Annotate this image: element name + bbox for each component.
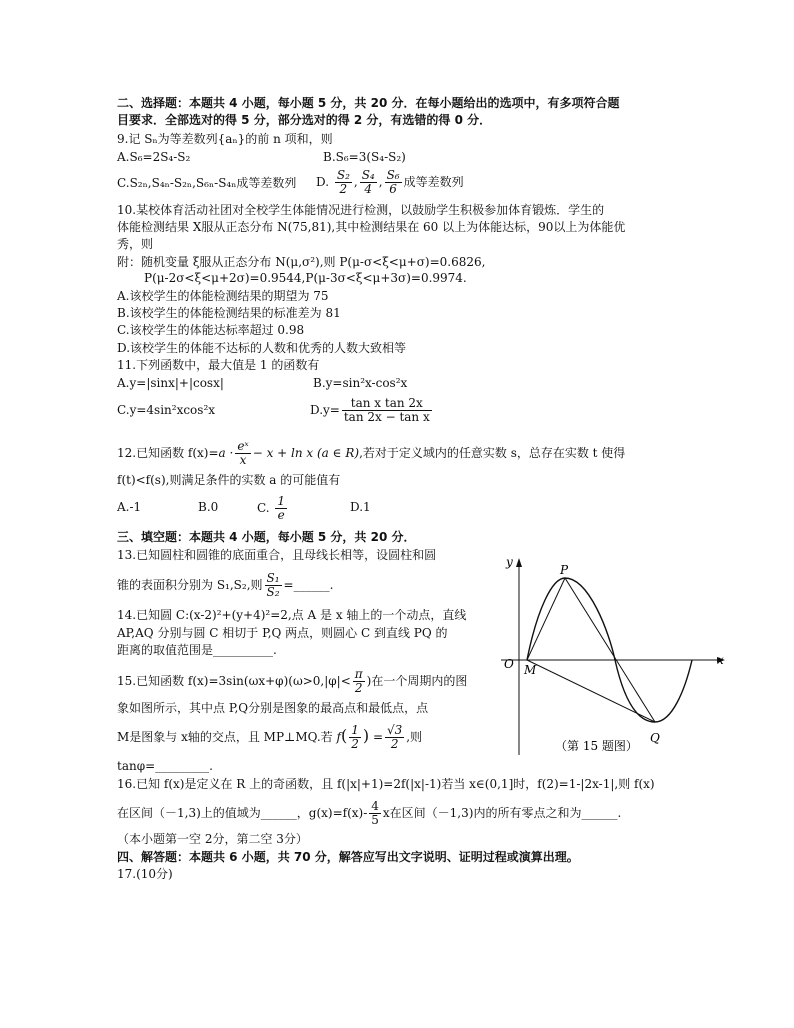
- q11-d-num: tan x tan 2x: [342, 397, 432, 411]
- q9-d-f2-den: 4: [364, 182, 373, 196]
- section-3-heading: 三、填空题：本题共 4 小题，每小题 5 分，共 20 分．: [117, 530, 416, 544]
- q10-option-d: D.该校学生的体能不达标的人数和优秀的人数大致相等: [117, 341, 407, 355]
- y-axis-arrow-icon: [516, 558, 522, 567]
- q15-val-den: 2: [390, 737, 399, 751]
- q15-arg-fraction: [349, 724, 361, 751]
- point-m-label: M: [524, 663, 537, 677]
- q15-arg-num: 1: [351, 723, 359, 737]
- q9-d-f3-num: S₆: [386, 168, 400, 182]
- q16-line-2: [117, 794, 621, 832]
- q13-frac-den: S₂: [266, 585, 280, 599]
- q15-line-3: M是图象与 x轴的交点，且 MP⊥MQ.若 f( $\frac{1}{2}$ ) = $\frac{√3}{2}$ ,则: [117, 723, 423, 751]
- q15-prefix: 15.已知函数 f(x)=3sin(ωx+φ)(ω>0,|φ|<: [117, 674, 351, 688]
- q12-a-symbol: a ·: [218, 446, 234, 460]
- q13-line-1: 13.已知圆柱和圆锥的底面重合，且母线长相等，设圆柱和圆: [117, 548, 437, 562]
- q9-d-fraction-2: [360, 169, 377, 196]
- y-axis-label: y: [506, 555, 513, 569]
- figure-caption: （第 15 题图）: [555, 739, 638, 753]
- q12-option-c-prefix: C.: [257, 501, 270, 515]
- q9-option-d: D. $\frac{\text{S₂}}{2}$ , $\frac{\text{S₄}}{4}$ , $\frac{\text{S₆}}{6}$ 成等差数列: [316, 168, 464, 196]
- q12-rest: − x + ln x (a ∈ R): [252, 446, 360, 460]
- q10-note-1: 附：随机变量 ξ服从正态分布 N(μ,σ²),则 P(μ-σ<ξ<μ+σ)=0.6826,: [117, 255, 486, 269]
- q15-line-4: tanφ=_________.: [117, 759, 213, 773]
- q12-line-2: f(t)<f(s),则满足条件的实数 a 的可能值有: [117, 473, 341, 487]
- q9-d-f2-num: S₄: [361, 168, 375, 182]
- q12-line-1: [117, 435, 625, 471]
- q13-line-2: [117, 566, 333, 604]
- q11-option-d-prefix: D.y=: [310, 403, 340, 417]
- q9-option-d-prefix: D.: [316, 175, 330, 189]
- q12-option-b: B.0: [198, 500, 219, 514]
- q12-frac-num: eˣ: [237, 439, 249, 453]
- q16-line-3: （本小题第一空 2分，第二空 3分）: [117, 832, 308, 846]
- q13-line-2-suffix: =______.: [283, 578, 334, 592]
- q11-option-a: A.y=|sinx|+|cosx|: [117, 376, 224, 390]
- q12-c-den: e: [277, 508, 285, 522]
- q9-d-fraction-3: [385, 169, 402, 196]
- section-2-heading-line-1: 二、选择题：本题共 4 小题，每小题 5 分，共 20 分．在每小题给出的选项中，有多项符合题: [117, 96, 620, 110]
- q16-fraction: [369, 800, 381, 827]
- q11-option-c: C.y=4sin²xcos²x: [117, 403, 216, 417]
- segment-mp: [527, 578, 565, 660]
- q12-fraction: [235, 440, 250, 467]
- q9-option-c: C.S₂ₙ,S₄ₙ-S₂ₙ,S₆ₙ-S₄ₙ成等差数列: [117, 176, 297, 190]
- q9-option-b: B.S₆=3(S₄-S₂): [323, 150, 406, 164]
- q12-option-d: D.1: [350, 500, 371, 514]
- point-q-label: Q: [650, 731, 660, 745]
- q17-line-1: 17.(10分): [117, 867, 173, 881]
- q10-line-3: 秀，则: [117, 237, 154, 251]
- q15-val-num: √3: [387, 723, 403, 737]
- q11-d-den: tan 2x − tan x: [343, 410, 430, 424]
- q9-d-f3-den: 6: [389, 182, 397, 196]
- q14-line-2: AP,AQ 分别与圆 C 相切于 P,Q 两点，则圆心 C 到直线 PQ 的: [117, 626, 448, 640]
- q16-frac-den: 5: [371, 813, 379, 827]
- q10-option-b: B.该校学生的体能检测结果的标准差为 81: [117, 306, 341, 320]
- q9-option-a: A.S₆=2S₄-S₂: [117, 150, 191, 164]
- q11-option-b: B.y=sin²x-cos²x: [313, 376, 408, 390]
- q16-line-2-suffix: x在区间（－1,3)内的所有零点之和为______.: [382, 806, 622, 820]
- section-4-heading: 四、解答题：本题共 6 小题，共 70 分，解答应写出文字说明、证明过程或演算出理。: [117, 850, 579, 864]
- q12-prefix: 12.已知函数 f(x)=: [117, 446, 219, 460]
- q15-line-1: [117, 662, 467, 700]
- q15-f-symbol: f: [336, 730, 341, 744]
- q15-line-3-suffix: ,则: [406, 730, 423, 744]
- origin-label: O: [504, 657, 514, 671]
- q10-option-a: A.该校学生的体能检测结果的期望为 75: [117, 289, 329, 303]
- q11-d-fraction: [342, 397, 432, 424]
- q13-frac-num: S₁: [266, 571, 280, 585]
- q12-c-num: 1: [277, 494, 286, 508]
- q9-option-d-suffix: 成等差数列: [403, 175, 464, 189]
- q10-line-2: 体能检测结果 X服从正态分布 N(75,81),其中检测结果在 60 以上为体能达标，90以上为体能优: [117, 220, 626, 234]
- q11-stem: 11.下列函数中，最大值是 1 的函数有: [117, 358, 320, 372]
- q15-arg-den: 2: [351, 737, 359, 751]
- q9-d-f1-num: S₂: [336, 168, 350, 182]
- q15-value-fraction: [385, 724, 404, 751]
- q13-line-2-prefix: 锥的表面积分别为 S₁,S₂,则: [117, 578, 263, 592]
- q12-option-a: A.-1: [117, 500, 142, 514]
- q10-option-c: C.该校学生的体能达标率超过 0.98: [117, 323, 305, 337]
- section-2-heading-line-2: 目要求．全部选对的得 5 分，部分选对的得 2 分，有选错的得 0 分．: [117, 113, 492, 127]
- q10-note-2: P(μ-2σ<ξ<μ+2σ)=0.9544,P(μ-3σ<ξ<μ+3σ)=0.9974.: [144, 271, 467, 285]
- q16-frac-num: 4: [371, 799, 379, 813]
- q15-line-2: 象如图所示，其中点 P,Q分别是图象的最高点和最低点，点: [117, 701, 429, 715]
- q15-figure: [497, 550, 732, 760]
- q14-line-3: 距离的取值范围是__________.: [117, 643, 277, 657]
- q9-d-fraction-1: [335, 169, 352, 196]
- q12-frac-den: x: [239, 453, 247, 467]
- q12-suffix: ,若对于定义域内的任意实数 s，总存在实数 t 使得: [359, 446, 626, 460]
- q12-c-fraction: [275, 495, 287, 522]
- x-axis-label: x: [717, 653, 724, 667]
- q15-pi-den: 2: [354, 681, 363, 695]
- q15-pi-fraction: [353, 668, 365, 695]
- q9-stem: 9.记 Sₙ为等差数列{aₙ}的前 n 项和，则: [117, 132, 333, 146]
- q15-suffix: )在一个周期内的图: [366, 674, 468, 688]
- q9-d-f1-den: 2: [339, 182, 348, 196]
- q15-line-3-prefix: M是图象与 x轴的交点，且 MP⊥MQ.若: [117, 730, 333, 744]
- q16-line-1: 16.已知 f(x)是定义在 R 上的奇函数，且 f(|x|+1)=2f(|x|-1)若当 x∈(0,1]时，f(2)=1-|2x-1|,则 f(x): [117, 777, 655, 791]
- q16-line-2-prefix: 在区间（－1,3)上的值域为______，g(x)=f(x)-: [117, 806, 368, 820]
- q14-line-1: 14.已知圆 C:(x-2)²+(y+4)²=2,点 A 是 x 轴上的一个动点，直线: [117, 608, 467, 622]
- q15-equals: =: [372, 730, 383, 744]
- q11-option-d: [310, 390, 434, 430]
- q10-line-1: 10.某校体育活动社团对全校学生体能情况进行检测，以鼓励学生积极参加体育锻炼．学生的: [117, 203, 605, 217]
- q13-fraction: [265, 572, 282, 599]
- point-p-label: P: [560, 563, 569, 577]
- q12-option-c: [257, 488, 289, 528]
- q15-pi-num: π: [354, 667, 363, 681]
